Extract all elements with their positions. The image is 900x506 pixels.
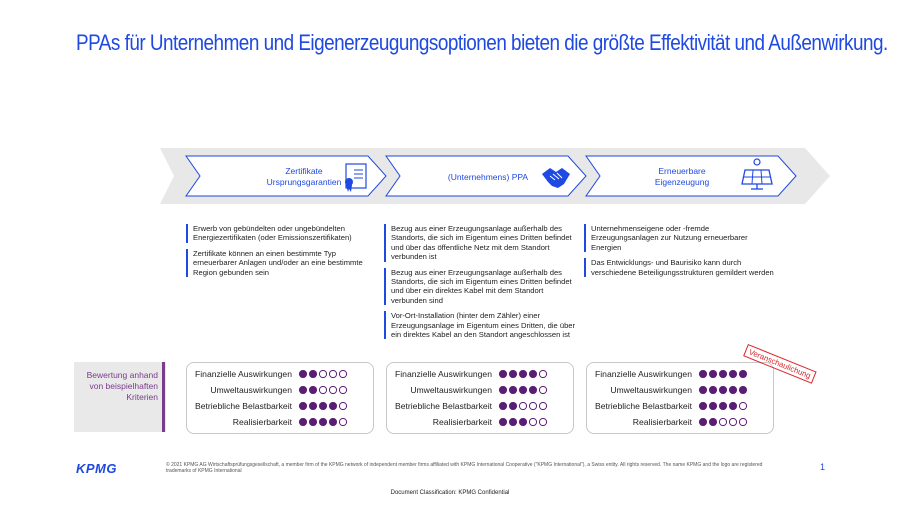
rating-dot-filled bbox=[699, 418, 707, 426]
rating-dot-filled bbox=[329, 402, 337, 410]
rating-card-certificates bbox=[186, 362, 374, 434]
rating-row bbox=[191, 382, 369, 398]
rating-dot-filled bbox=[719, 386, 727, 394]
criterion-label: Betriebliche Belastbarkeit bbox=[595, 401, 692, 411]
rating-row bbox=[591, 382, 769, 398]
rating-dot-filled bbox=[709, 418, 717, 426]
step-label-generation bbox=[612, 166, 752, 188]
step-label-line: Eigenzeugung bbox=[654, 177, 710, 187]
rating-dot-filled bbox=[729, 402, 737, 410]
document-classification: Document Classification: KPMG Confidential bbox=[390, 490, 510, 496]
criterion-label: Umweltauswirkungen bbox=[210, 385, 292, 395]
rating-row bbox=[191, 366, 369, 382]
rating-dot-empty bbox=[529, 402, 537, 410]
rating-row bbox=[391, 366, 569, 382]
rating-dot-filled bbox=[709, 402, 717, 410]
rating-dot-empty bbox=[729, 418, 737, 426]
rating-dot-empty bbox=[339, 402, 347, 410]
rating-dot-filled bbox=[509, 370, 517, 378]
rating-dot-filled bbox=[309, 370, 317, 378]
rating-dot-empty bbox=[539, 386, 547, 394]
rating-dot-filled bbox=[499, 370, 507, 378]
rating-dot-filled bbox=[299, 370, 307, 378]
footer-copyright: © 2021 KPMG AG Wirtschaftsprüfungsgesellschaft, a member firm of the KPMG network of independent member firms affiliated with KPMG International Cooperative ("KPMG International"), a Swiss entity. All rights reserved. The name KPMG and the logo are registered trademarks of KPMG International bbox=[166, 462, 763, 475]
rating-dot-empty bbox=[539, 370, 547, 378]
rating-dot-empty bbox=[319, 386, 327, 394]
step-label-line: Zertifikate bbox=[285, 166, 323, 176]
rating-dot-filled bbox=[739, 370, 747, 378]
rating-dot-filled bbox=[509, 402, 517, 410]
rating-dot-filled bbox=[309, 418, 317, 426]
rating-label: Bewertung anhand von beispielhaften Kriterien bbox=[74, 362, 166, 432]
rating-dot-filled bbox=[709, 370, 717, 378]
rating-dot-filled bbox=[309, 386, 317, 394]
rating-dot-empty bbox=[339, 418, 347, 426]
step-label-ppa bbox=[418, 172, 558, 183]
rating-dot-empty bbox=[529, 418, 537, 426]
rating-dots bbox=[699, 386, 747, 394]
rating-row bbox=[191, 398, 369, 414]
illustration-stamp: Veranschaulichung bbox=[743, 344, 816, 384]
rating-dot-empty bbox=[519, 402, 527, 410]
rating-dot-empty bbox=[339, 386, 347, 394]
rating-dot-filled bbox=[309, 402, 317, 410]
rating-row bbox=[391, 382, 569, 398]
rating-dots bbox=[299, 402, 347, 410]
rating-dots bbox=[499, 370, 547, 378]
rating-dot-filled bbox=[739, 386, 747, 394]
rating-dot-empty bbox=[539, 418, 547, 426]
rating-dot-filled bbox=[719, 402, 727, 410]
rating-dots bbox=[699, 370, 747, 378]
rating-dot-empty bbox=[539, 402, 547, 410]
rating-dot-filled bbox=[299, 402, 307, 410]
step-label-certificates bbox=[234, 166, 374, 188]
rating-dots bbox=[499, 402, 547, 410]
description-block: Bezug aus einer Erzeugungsanlage außerhalb des Standorts, die sich im Eigentum eines Dritten befindet und über das öffentliche Netz mit dem Standort verbunden ist bbox=[384, 224, 576, 262]
description-column-1 bbox=[186, 224, 378, 283]
rating-dot-filled bbox=[319, 402, 327, 410]
rating-dot-filled bbox=[519, 370, 527, 378]
rating-dot-filled bbox=[499, 386, 507, 394]
rating-dot-filled bbox=[509, 386, 517, 394]
rating-dot-filled bbox=[319, 418, 327, 426]
rating-dot-empty bbox=[719, 418, 727, 426]
rating-dot-empty bbox=[739, 418, 747, 426]
rating-accent-bar bbox=[162, 362, 165, 432]
description-block: Bezug aus einer Erzeugungsanlage außerhalb des Standorts, die sich im Eigentum eines Dritten befindet und über ein direktes Kabel mit dem Standort verbunden sind bbox=[384, 268, 576, 306]
rating-dots bbox=[499, 418, 547, 426]
criterion-label: Finanzielle Auswirkungen bbox=[195, 369, 292, 379]
rating-dot-empty bbox=[319, 370, 327, 378]
description-column-2 bbox=[384, 224, 576, 345]
description-block: Vor-Ort-Installation (hinter dem Zähler) einer Erzeugungsanlage im Eigentum eines Dritten, die über ein direktes Kabel an den Standort angeschlossen ist bbox=[384, 311, 576, 339]
step-label-line: (Unternehmens) PPA bbox=[447, 172, 529, 182]
rating-dot-filled bbox=[299, 386, 307, 394]
criterion-label: Umweltauswirkungen bbox=[610, 385, 692, 395]
rating-dot-filled bbox=[699, 386, 707, 394]
rating-dot-filled bbox=[729, 386, 737, 394]
rating-row bbox=[391, 414, 569, 430]
rating-dot-filled bbox=[529, 370, 537, 378]
rating-dot-filled bbox=[719, 370, 727, 378]
rating-row bbox=[591, 398, 769, 414]
criterion-label: Betriebliche Belastbarkeit bbox=[395, 401, 492, 411]
rating-dots bbox=[299, 370, 347, 378]
rating-dots bbox=[299, 386, 347, 394]
description-column-3 bbox=[584, 224, 776, 283]
rating-dot-empty bbox=[329, 386, 337, 394]
rating-dot-filled bbox=[299, 418, 307, 426]
rating-dot-empty bbox=[339, 370, 347, 378]
rating-dot-filled bbox=[499, 418, 507, 426]
rating-dot-empty bbox=[739, 402, 747, 410]
rating-row bbox=[591, 414, 769, 430]
rating-dot-filled bbox=[519, 386, 527, 394]
rating-row bbox=[391, 398, 569, 414]
rating-row bbox=[191, 414, 369, 430]
rating-dot-filled bbox=[699, 370, 707, 378]
description-block: Zertifikate können an einen bestimmte Typ erneuerbarer Anlagen und/oder an eine bestimmte Region gebunden sein bbox=[186, 249, 378, 277]
rating-card-ppa bbox=[386, 362, 574, 434]
rating-dot-filled bbox=[499, 402, 507, 410]
rating-dot-empty bbox=[329, 370, 337, 378]
description-block: Das Entwicklungs- und Baurisiko kann durch verschiedene Beteiligungsstrukturen gemildert werden bbox=[584, 258, 776, 277]
rating-dots bbox=[499, 386, 547, 394]
rating-dot-filled bbox=[699, 402, 707, 410]
kpmg-logo: KPMG bbox=[76, 461, 117, 476]
criterion-label: Umweltauswirkungen bbox=[410, 385, 492, 395]
step-label-line: Ursprungsgarantien bbox=[266, 177, 342, 187]
criterion-label: Betriebliche Belastbarkeit bbox=[195, 401, 292, 411]
criterion-label: Realisierbarkeit bbox=[232, 417, 292, 427]
criterion-label: Finanzielle Auswirkungen bbox=[395, 369, 492, 379]
rating-dot-filled bbox=[529, 386, 537, 394]
rating-card-generation bbox=[586, 362, 774, 434]
rating-dot-filled bbox=[519, 418, 527, 426]
criterion-label: Finanzielle Auswirkungen bbox=[595, 369, 692, 379]
rating-dot-filled bbox=[709, 386, 717, 394]
criterion-label: Realisierbarkeit bbox=[632, 417, 692, 427]
rating-dots bbox=[299, 418, 347, 426]
rating-dot-filled bbox=[729, 370, 737, 378]
rating-dot-filled bbox=[509, 418, 517, 426]
page-title: PPAs für Unternehmen und Eigenerzeugungsoptionen bieten die größte Effektivität und Außenwirkung. bbox=[76, 30, 888, 55]
rating-dot-filled bbox=[329, 418, 337, 426]
rating-dots bbox=[699, 418, 747, 426]
rating-dots bbox=[699, 402, 747, 410]
criterion-label: Realisierbarkeit bbox=[432, 417, 492, 427]
rating-row bbox=[591, 366, 769, 382]
step-label-line: Erneuerbare bbox=[658, 166, 706, 176]
description-block: Unternehmenseigene oder -fremde Erzeugungsanlagen zur Nutzung erneuerbarer Energien bbox=[584, 224, 776, 252]
description-block: Erwerb von gebündelten oder ungebündelten Energiezertifikaten (oder Emissionszertifikaten) bbox=[186, 224, 378, 243]
page-number: 1 bbox=[820, 462, 826, 472]
